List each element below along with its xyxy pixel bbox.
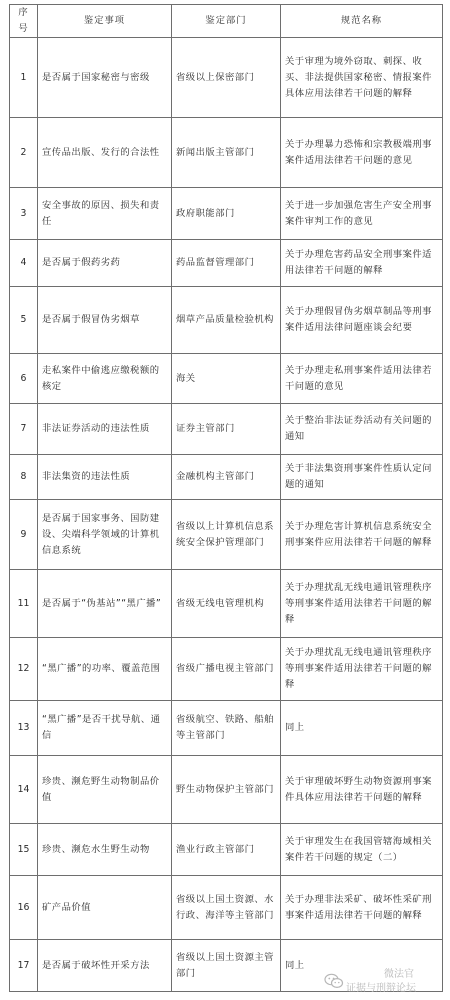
appraisal-matter: 珍贵、濒危水生野生动物 [38, 824, 172, 876]
table-row [10, 756, 443, 824]
appraisal-department: 烟草产品质量检验机构 [172, 287, 281, 354]
header-dept: 鉴定部门 [172, 5, 281, 38]
wechat-logo-icon [324, 973, 344, 989]
appraisal-matter: 是否属于“伪基站”“黑广播” [38, 570, 172, 638]
table-row [10, 38, 443, 118]
regulation-name: 关于办理暴力恐怖和宗教极端刑事案件适用法律若干问题的意见 [281, 118, 443, 188]
appraisal-department: 证券主管部门 [172, 404, 281, 455]
table-row [10, 287, 443, 354]
watermark [324, 965, 442, 995]
row-number: 1 [10, 38, 38, 118]
table-row [10, 638, 443, 701]
appraisal-department: 省级以上国土资源主管部门 [172, 940, 281, 992]
appraisal-matter: 是否属于国家秘密与密级 [38, 38, 172, 118]
appraisal-matter: 是否属于假药劣药 [38, 240, 172, 287]
appraisal-matter: 安全事故的原因、损失和责任 [38, 188, 172, 240]
watermark-forum-name: 证据与刑辩论坛 [346, 983, 416, 994]
appraisal-department: 新闻出版主管部门 [172, 118, 281, 188]
header-no: 序号 [10, 5, 38, 38]
appraisal-matter: 是否属于国家事务、国防建设、尖端科学领域的计算机信息系统 [38, 500, 172, 570]
header-matter: 鉴定事项 [38, 5, 172, 38]
regulation-name: 关于审理破坏野生动物资源刑事案件具体应用法律若干问题的解释 [281, 756, 443, 824]
watermark-account-name: 微法官 [384, 969, 414, 980]
appraisal-department: 药品监督管理部门 [172, 240, 281, 287]
appraisal-table [9, 4, 443, 992]
appraisal-matter: 是否属于假冒伪劣烟草 [38, 287, 172, 354]
appraisal-matter: 走私案件中偷逃应缴税额的核定 [38, 354, 172, 404]
regulation-name: 关于整治非法证券活动有关问题的通知 [281, 404, 443, 455]
row-number: 12 [10, 638, 38, 701]
regulation-name: 关于办理危害药品安全刑事案件适用法律若干问题的解释 [281, 240, 443, 287]
appraisal-matter: 矿产品价值 [38, 876, 172, 940]
appraisal-department: 省级无线电管理机构 [172, 570, 281, 638]
regulation-name: 关于非法集资刑事案件性质认定问题的通知 [281, 455, 443, 500]
row-number: 9 [10, 500, 38, 570]
row-number: 7 [10, 404, 38, 455]
row-number: 11 [10, 570, 38, 638]
table-row [10, 824, 443, 876]
table-row [10, 570, 443, 638]
appraisal-matter: 宣传品出版、发行的合法性 [38, 118, 172, 188]
appraisal-department: 省级以上保密部门 [172, 38, 281, 118]
regulation-name: 关于办理扰乱无线电通讯管理秩序等刑事案件适用法律若干问题的解释 [281, 570, 443, 638]
appraisal-matter: 珍贵、濒危野生动物制品价值 [38, 756, 172, 824]
appraisal-matter: “黑广播”是否干扰导航、通信 [38, 701, 172, 756]
table-row [10, 876, 443, 940]
appraisal-department: 渔业行政主管部门 [172, 824, 281, 876]
row-number: 3 [10, 188, 38, 240]
appraisal-matter: “黑广播”的功率、覆盖范围 [38, 638, 172, 701]
table-row [10, 188, 443, 240]
regulation-name: 关于审理为境外窃取、刺探、收买、非法提供国家秘密、情报案件具体应用法律若干问题的解释 [281, 38, 443, 118]
appraisal-matter: 非法集资的违法性质 [38, 455, 172, 500]
appraisal-department: 政府职能部门 [172, 188, 281, 240]
table-row [10, 240, 443, 287]
table-row [10, 455, 443, 500]
regulation-name: 关于办理假冒伪劣烟草制品等刑事案件适用法律问题座谈会纪要 [281, 287, 443, 354]
regulation-name: 关于办理危害计算机信息系统安全刑事案件应用法律若干问题的解释 [281, 500, 443, 570]
row-number: 2 [10, 118, 38, 188]
row-number: 15 [10, 824, 38, 876]
regulation-name: 关于办理扰乱无线电通讯管理秩序等刑事案件适用法律若干问题的解释 [281, 638, 443, 701]
row-number: 5 [10, 287, 38, 354]
regulation-name: 关于办理非法采矿、破坏性采矿刑事案件适用法律若干问题的解释 [281, 876, 443, 940]
appraisal-matter: 非法证券活动的违法性质 [38, 404, 172, 455]
row-number: 14 [10, 756, 38, 824]
table-row [10, 354, 443, 404]
regulation-name: 关于审理发生在我国管辖海域相关案件若干问题的规定（二） [281, 824, 443, 876]
appraisal-department: 省级以上计算机信息系统安全保护管理部门 [172, 500, 281, 570]
appraisal-matter: 是否属于破坏性开采方法 [38, 940, 172, 992]
row-number: 13 [10, 701, 38, 756]
row-number: 4 [10, 240, 38, 287]
appraisal-department: 金融机构主管部门 [172, 455, 281, 500]
regulation-name: 同上 [281, 701, 443, 756]
table-row [10, 404, 443, 455]
row-number: 8 [10, 455, 38, 500]
appraisal-department: 省级航空、铁路、船舶等主管部门 [172, 701, 281, 756]
regulation-name: 关于进一步加强危害生产安全刑事案件审判工作的意见 [281, 188, 443, 240]
table-row [10, 118, 443, 188]
regulation-name: 关于办理走私刑事案件适用法律若干问题的意见 [281, 354, 443, 404]
table-header-row [10, 5, 443, 38]
appraisal-department: 海关 [172, 354, 281, 404]
table-row [10, 701, 443, 756]
regulation-name: 同上 [281, 940, 443, 992]
row-number: 6 [10, 354, 38, 404]
appraisal-department: 省级以上国土资源、水行政、海洋等主管部门 [172, 876, 281, 940]
table-row [10, 500, 443, 570]
row-number: 16 [10, 876, 38, 940]
row-number: 17 [10, 940, 38, 992]
appraisal-department: 省级广播电视主管部门 [172, 638, 281, 701]
header-norm: 规范名称 [281, 5, 443, 38]
appraisal-department: 野生动物保护主管部门 [172, 756, 281, 824]
